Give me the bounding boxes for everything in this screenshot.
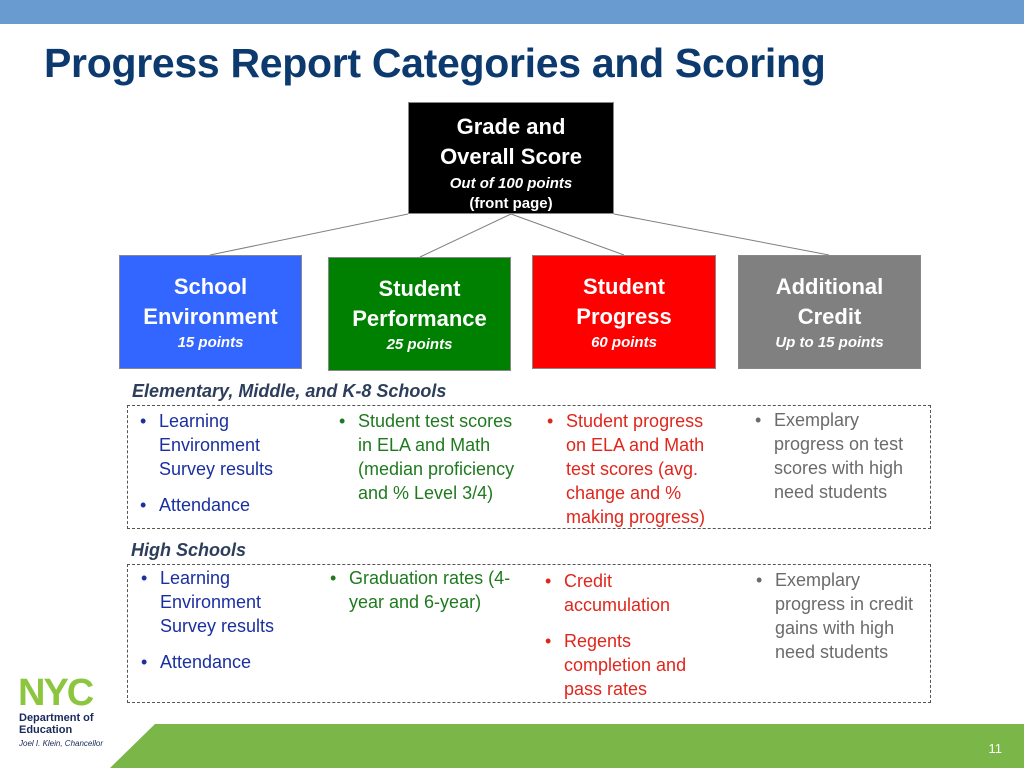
list-item: • Exemplary progress in credit gains with high need students	[754, 568, 924, 664]
elementary-student-performance-list	[337, 409, 527, 505]
category-name-line2: Credit	[797, 304, 862, 329]
list-item: • Credit accumulation	[543, 569, 723, 617]
category-name-line2: Environment	[143, 304, 278, 329]
list-item: • Graduation rates (4-year and 6-year)	[328, 566, 528, 614]
overall-score-note: (front page)	[469, 195, 553, 212]
category-name-line1: Student	[583, 274, 665, 299]
list-item: • Attendance	[139, 650, 309, 674]
connector-school-environment	[210, 214, 408, 255]
header-bar	[0, 0, 1024, 24]
high-student-performance-list	[328, 566, 528, 614]
nyc-doe-logo	[18, 674, 128, 750]
overall-score-subtitle: Out of 100 points	[449, 175, 573, 192]
connector-student-progress	[511, 214, 624, 255]
elementary-school-environment-list	[138, 409, 308, 517]
page-number: 11	[988, 741, 1002, 756]
category-student-performance	[328, 257, 511, 371]
list-item: • Exemplary progress on test scores with high need students	[753, 408, 923, 504]
category-student-progress	[532, 255, 716, 369]
list-item: • Regents completion and pass rates	[543, 629, 723, 701]
list-item: • Student progress on ELA and Math test scores (avg. change and % making progress)	[545, 409, 725, 529]
footer-bar	[0, 724, 1024, 768]
high-school-environment-list	[139, 566, 309, 674]
connector-student-performance	[420, 214, 511, 257]
page-title: Progress Report Categories and Scoring	[44, 40, 826, 86]
list-item: • Student test scores in ELA and Math (median proficiency and % Level 3/4)	[337, 409, 527, 505]
list-item: • Learning Environment Survey results	[138, 409, 308, 481]
category-additional-credit	[738, 255, 921, 369]
elementary-student-progress-list	[545, 409, 725, 529]
overall-score-title-line2: Overall Score	[440, 144, 582, 169]
category-name-line1: Additional	[775, 274, 884, 299]
list-item: • Attendance	[138, 493, 308, 517]
logo-chancellor: Joel I. Klein, Chancellor	[19, 739, 104, 748]
list-item: • Learning Environment Survey results	[139, 566, 309, 638]
category-name-line2: Performance	[352, 306, 487, 331]
category-name-line1: Student	[378, 276, 461, 301]
logo-department-line1: Department of	[19, 712, 94, 724]
section-label-high-schools: High Schools	[131, 540, 247, 560]
high-additional-credit-list	[754, 568, 924, 664]
nyc-logo-icon	[18, 674, 122, 708]
category-points: 60 points	[591, 334, 657, 351]
category-school-environment	[119, 255, 302, 369]
overall-score-title-line1: Grade and	[456, 114, 566, 139]
category-points: 15 points	[177, 334, 244, 351]
category-name-line1: School	[173, 274, 248, 299]
connector-additional-credit	[614, 214, 829, 255]
category-points: Up to 15 points	[775, 334, 884, 351]
section-label-elementary: Elementary, Middle, and K-8 Schools	[132, 381, 447, 401]
overall-score-box	[408, 102, 614, 214]
category-name-line2: Progress	[576, 304, 672, 329]
category-points: 25 points	[386, 336, 453, 353]
elementary-additional-credit-list	[753, 408, 923, 504]
nyc-logo-text: NYC	[18, 674, 93, 708]
high-student-progress-list	[543, 569, 723, 701]
logo-department-line2: Education	[19, 724, 73, 736]
